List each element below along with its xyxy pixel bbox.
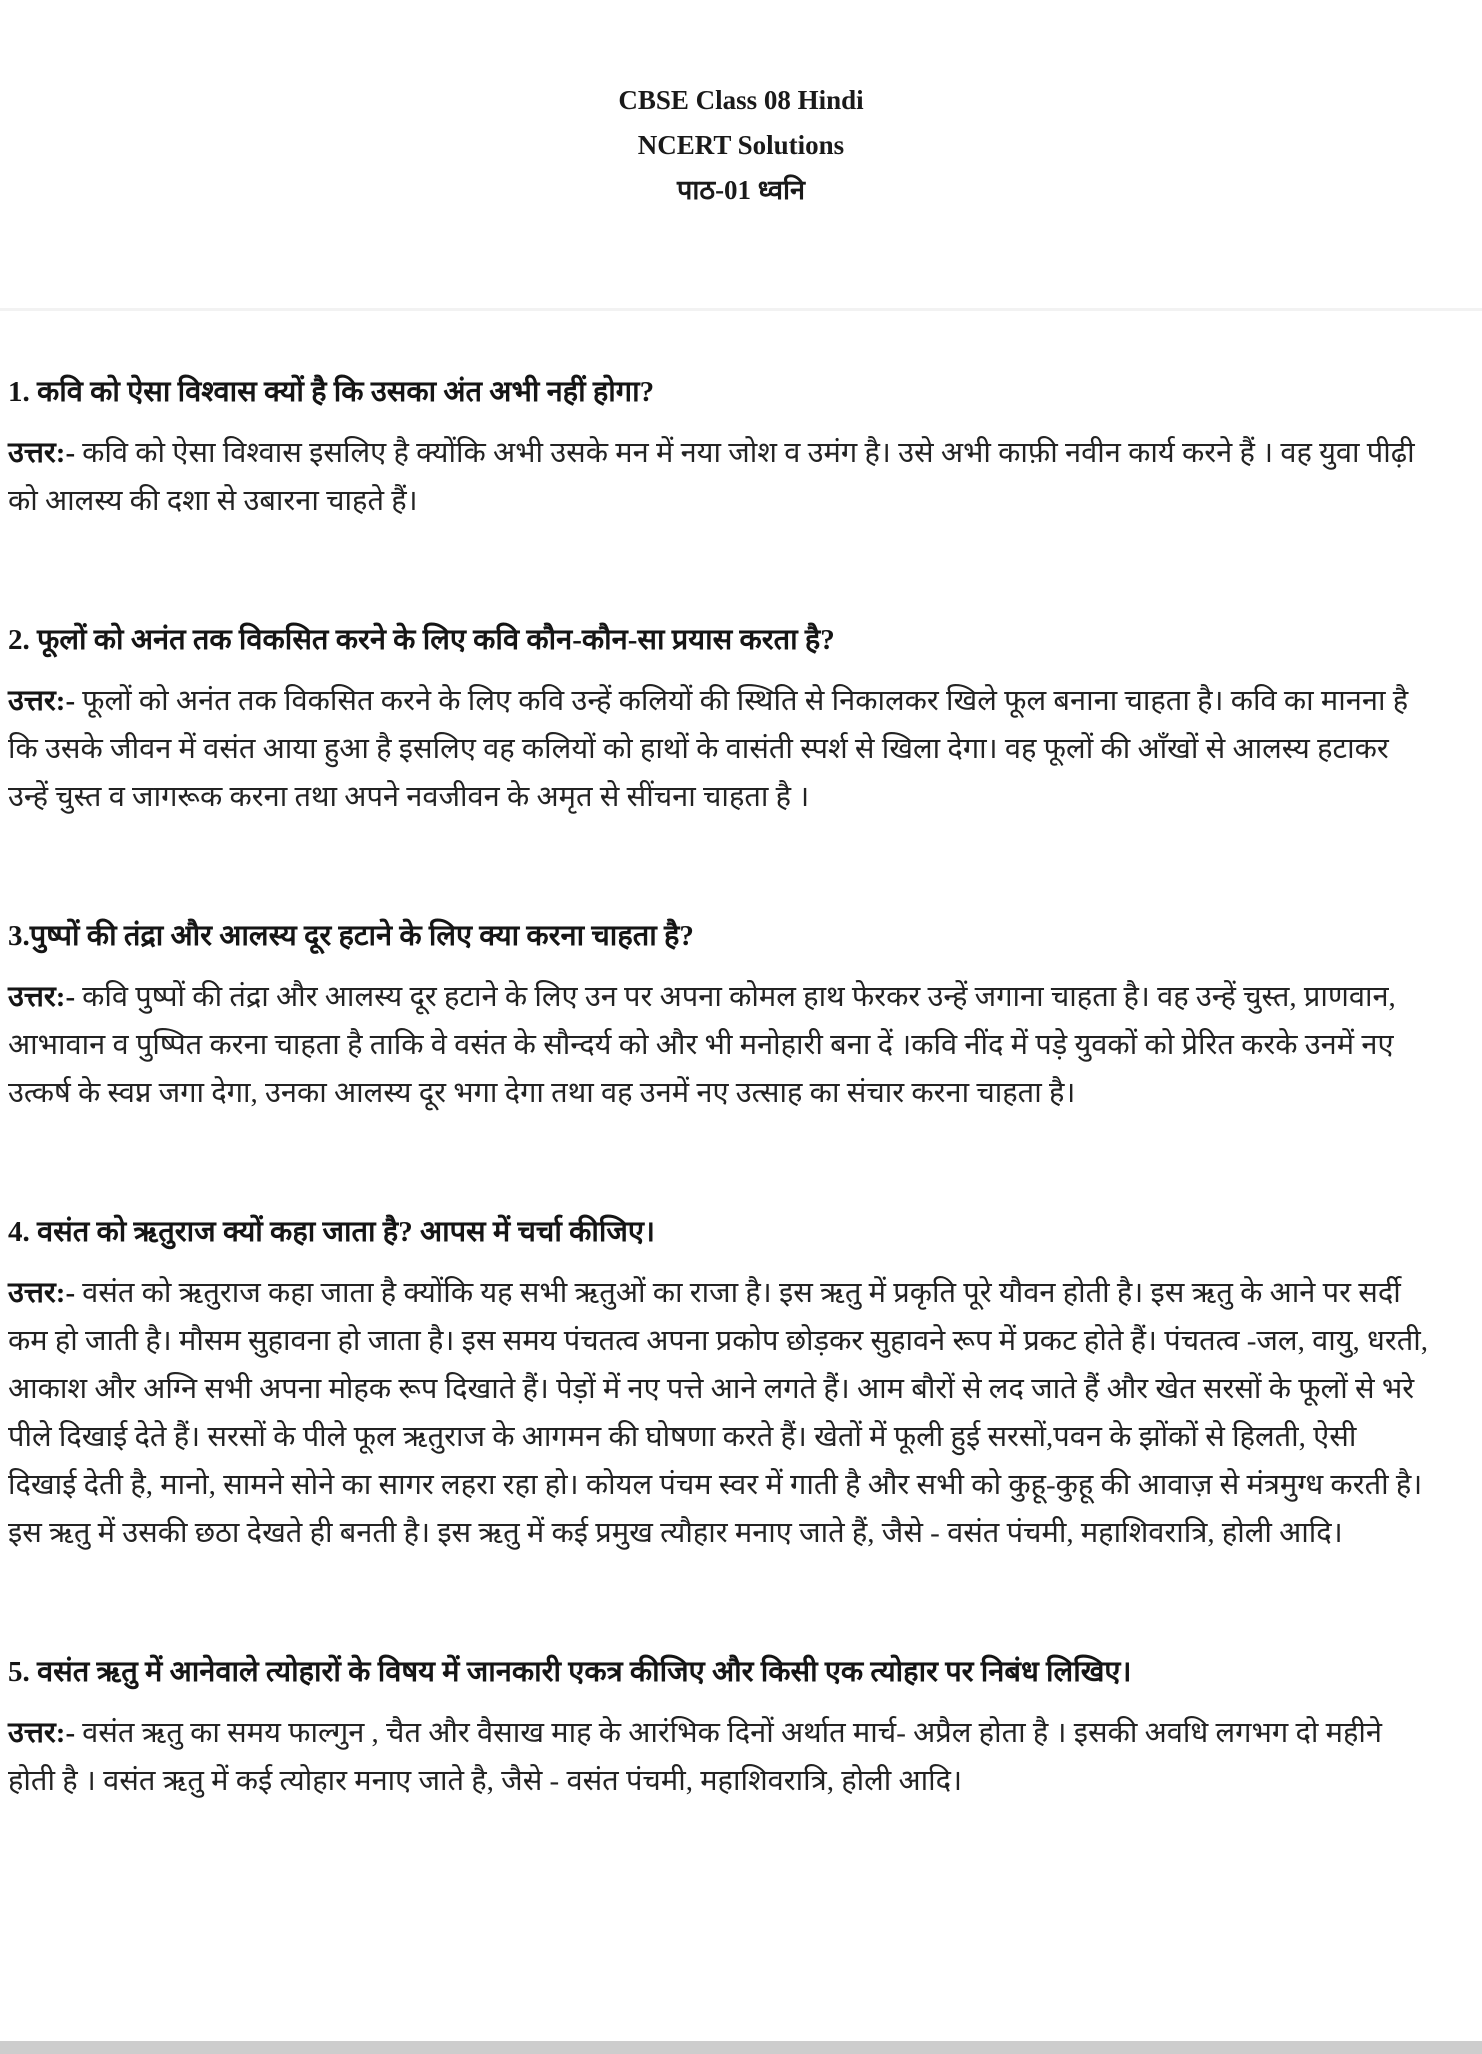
document-body <box>0 319 1482 1805</box>
question-text: 5. वसंत ऋतु में आनेवाले त्योहारों के विषय में जानकारी एकत्र कीजिए और किसी एक त्योहार पर निबंध लिखिए। <box>8 1656 1132 1688</box>
answer-paragraph <box>8 973 1430 1117</box>
page-subtitle: NCERT Solutions <box>637 130 845 160</box>
qa-block-1 <box>8 369 1430 525</box>
answer-text: फूलों को अनंत तक विकसित करने के लिए कवि उन्हें कलियों की स्थिति से निकालकर खिले फूल बनाना चाहता है। कवि का मानना है कि उसके जीवन में वसंत आया हुआ है इसलिए वह कलियों को हाथों के वासंती स्पर्श से खिला देगा। वह फूलों की आँखों से आलस्य हटाकर उन्हें चुस्त व जागरूक करना तथा अपने नवजीवन के अमृत से सींचना चाहता है । <box>8 685 1409 813</box>
document-header <box>0 0 1482 213</box>
qa-block-3 <box>8 913 1430 1117</box>
question-text: 1. कवि को ऐसा विश्वास क्यों है कि उसका अंत अभी नहीं होगा? <box>8 376 655 408</box>
question-text: 3.पुष्पों की तंद्रा और आलस्य दूर हटाने के लिए क्या करना चाहता है? <box>8 920 694 952</box>
answer-paragraph <box>8 677 1430 821</box>
answer-label: उत्तर:- <box>8 685 76 717</box>
answer-label: उत्तर:- <box>8 1277 76 1309</box>
answer-paragraph <box>8 1709 1430 1805</box>
answer-text: वसंत को ऋतुराज कहा जाता है क्योंकि यह सभी ऋतुओं का राजा है। इस ऋतु में प्रकृति पूरे यौवन होती है। इस ऋतु के आने पर सर्दी कम हो जाती है। मौसम सुहावना हो जाता है। इस समय पंचतत्व अपना प्रकोप छोड़कर सुहावने रूप में प्रकट होते हैं। पंचतत्व -जल, वायु, धरती, आकाश और अग्नि सभी अपना मोहक रूप दिखाते हैं। पेड़ों में नए पत्ते आने लगते हैं। आम बौरों से लद जाते हैं और खेत सरसों के फूलों से भरे पीले दिखाई देते हैं। सरसों के पीले फूल ऋतुराज के आगमन की घोषणा करते हैं। खेतों में फूली हुई सरसों,पवन के झोंकों से हिलती, ऐसी दिखाई देती है, मानो, सामने सोने का सागर लहरा रहा हो। कोयल पंचम स्वर में गाती है और सभी को कुहू-कुहू की आवाज़ से मंत्रमुग्ध करती है। इस ऋतु में उसकी छठा देखते ही बनती है। इस ऋतु में कई प्रमुख त्यौहार मनाए जाते हैं, जैसे - वसंत पंचमी, महाशिवरात्रि, होली आदि। <box>8 1277 1429 1549</box>
answer-label: उत्तर:- <box>8 981 76 1013</box>
page-break-bar <box>0 2041 1482 2054</box>
chapter-title: पाठ-01 ध्वनि <box>677 175 805 205</box>
header-divider <box>0 308 1482 311</box>
answer-text: वसंत ऋतु का समय फाल्गुन , चैत और वैसाख माह के आरंभिक दिनों अर्थात मार्च- अप्रैल होता है । इसकी अवधि लगभग दो महीने होती है । वसंत ऋतु में कई त्योहार मनाए जाते है, जैसे - वसंत पंचमी, महाशिवरात्रि, होली आदि। <box>8 1717 1382 1797</box>
answer-text: कवि को ऐसा विश्वास इसलिए है क्योंकि अभी उसके मन में नया जोश व उमंग है। उसे अभी काफ़ी नवीन कार्य करने हैं । वह युवा पीढ़ी को आलस्य की दशा से उबारना चाहते हैं। <box>8 437 1415 517</box>
page-title: CBSE Class 08 Hindi <box>618 85 864 115</box>
answer-paragraph <box>8 429 1430 525</box>
question-text: 2. फूलों को अनंत तक विकसित करने के लिए कवि कौन-कौन-सा प्रयास करता है? <box>8 624 835 656</box>
answer-label: उत्तर:- <box>8 1717 76 1749</box>
qa-block-5 <box>8 1649 1430 1805</box>
answer-label: उत्तर:- <box>8 437 76 469</box>
question-text: 4. वसंत को ऋतुराज क्यों कहा जाता है? आपस में चर्चा कीजिए। <box>8 1216 655 1248</box>
answer-text: कवि पुष्पों की तंद्रा और आलस्य दूर हटाने के लिए उन पर अपना कोमल हाथ फेरकर उन्हें जगाना चाहता है। वह उन्हें चुस्त, प्राणवान, आभावान व पुष्पित करना चाहता है ताकि वे वसंत के सौन्दर्य को और भी मनोहारी बना दें ।कवि नींद में पड़े युवकों को प्रेरित करके उनमें नए उत्कर्ष के स्वप्न जगा देगा, उनका आलस्य दूर भगा देगा तथा वह उनमें नए उत्साह का संचार करना चाहता है। <box>8 981 1396 1109</box>
qa-block-4 <box>8 1209 1430 1557</box>
answer-paragraph <box>8 1269 1430 1557</box>
qa-block-2 <box>8 617 1430 821</box>
